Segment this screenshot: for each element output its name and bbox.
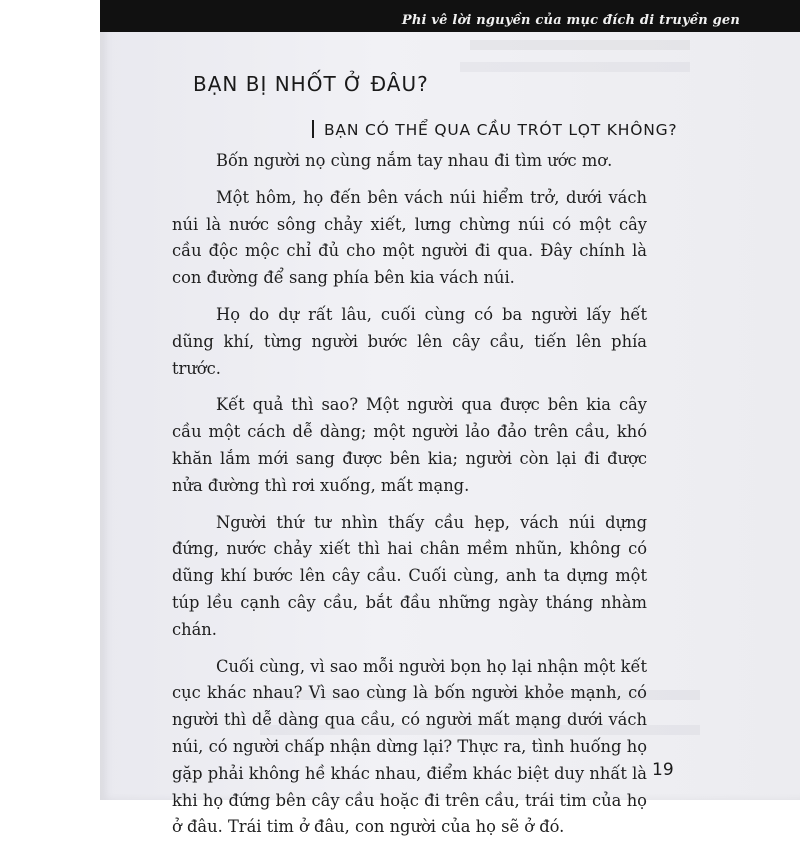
paragraph: Họ do dự rất lâu, cuối cùng có ba người lấy hết dũng khí, từng người bước lên cây cầu, tiến lên phía trước.	[172, 304, 647, 378]
running-header	[100, 0, 800, 32]
book-page	[100, 0, 800, 837]
body-text	[172, 148, 647, 851]
subsection-title-text: BẠN CÓ THỂ QUA CẦU TRÓT LỌT KHÔNG?	[324, 121, 678, 139]
subsection-bar-divider	[312, 120, 314, 138]
subsection-title	[312, 120, 677, 139]
bleed-through-shadow	[470, 40, 690, 50]
section-title: BẠN BỊ NHỐT Ở ĐÂU?	[193, 72, 429, 96]
paragraph: Bốn người nọ cùng nắm tay nhau đi tìm ước mơ.	[216, 151, 613, 170]
page-number: 19	[652, 760, 674, 780]
paragraph: Kết quả thì sao? Một người qua được bên kia cây cầu một cách dễ dàng; một người lảo đảo trên cầu, khó khăn lắm mới sang được bên kia; người còn lại đi được nửa đường thì rơi xuống, mất mạng.	[172, 395, 647, 495]
paragraph: Cuối cùng, vì sao mỗi người bọn họ lại nhận một kết cục khác nhau? Vì sao cùng là bốn người khỏe mạnh, có người thì dễ dàng qua cầu, có người mất mạng dưới vách núi, có người chấp nhận dừng lại? Thực ra, tình huống họ gặp phải không hề khác nhau, điểm khác biệt duy nhất là khi họ đứng bên cây cầu hoặc đi trên cầu, trái tim của họ ở đâu. Trái tim ở đâu, con người của họ sẽ ở đó.	[172, 656, 647, 837]
running-header-title: Phi vê lời nguyền của mục đích di truyền gen	[401, 13, 740, 28]
paragraph: Một hôm, họ đến bên vách núi hiểm trở, dưới vách núi là nước sông chảy xiết, lưng chừng núi có một cây cầu độc mộc chỉ đủ cho một người đi qua. Đây chính là con đường để sang phía bên kia vách núi.	[172, 187, 647, 288]
paragraph: Người thứ tư nhìn thấy cầu hẹp, vách núi dựng đứng, nước chảy xiết thì hai chân mềm nhũn, không có dũng khí bước lên cây cầu. Cuối cùng, anh ta dựng một túp lều cạnh cây cầu, bắt đầu những ngày tháng nhàm chán.	[172, 512, 647, 639]
bleed-through-shadow	[460, 62, 690, 72]
